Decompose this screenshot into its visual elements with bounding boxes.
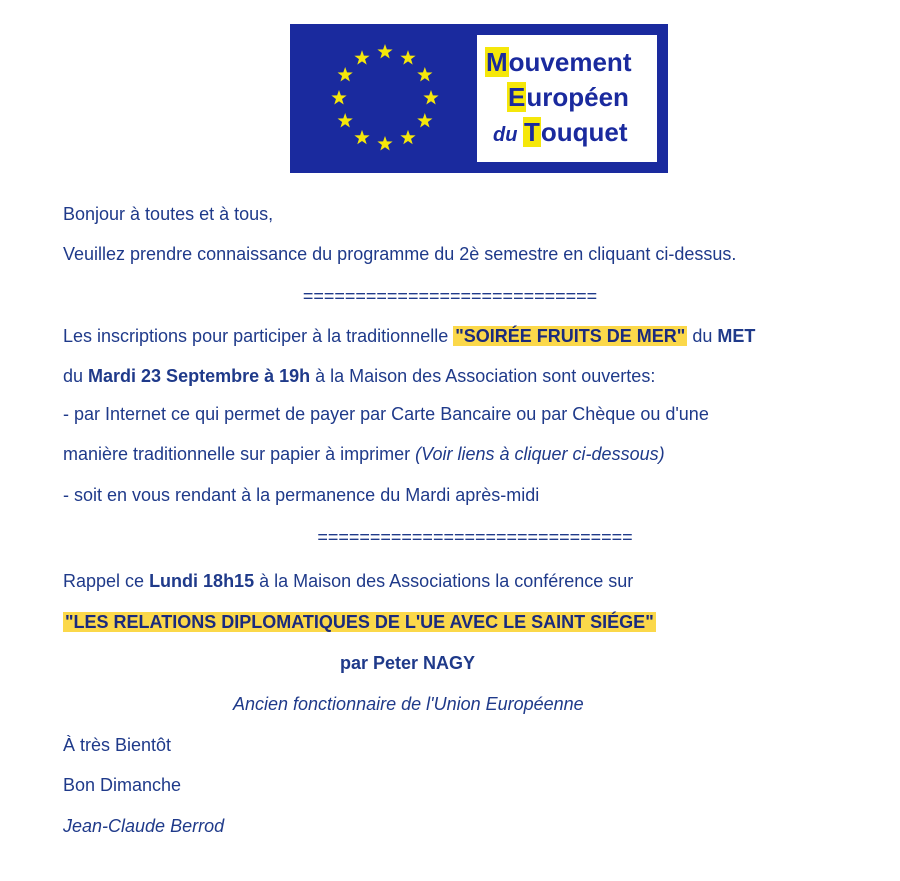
event-highlight: "SOIRÉE FRUITS DE MER" [455, 326, 686, 346]
star-icon [423, 90, 438, 104]
star-icon [354, 130, 369, 144]
eu-flag-icon [300, 35, 470, 162]
paper-line: manière traditionnelle sur papier à imprimer (Voir liens à cliquer ci-dessous) [63, 444, 665, 464]
conference-title: "LES RELATIONS DIPLOMATIQUES DE L'UE AVEC LE SAINT SIÉGE" [65, 612, 654, 632]
star-icon [400, 130, 415, 144]
closing-2: Bon Dimanche [63, 775, 182, 795]
speaker-role: Ancien fonctionnaire de l'Union Européenne [233, 694, 584, 714]
movement-logo [290, 24, 668, 173]
speaker: par Peter NAGY [340, 653, 476, 673]
star-icon [338, 67, 353, 81]
star-icon [331, 90, 346, 104]
office-line: - soit en vous rendant à la permanence du Mardi après-midi [63, 485, 540, 505]
internet-line: - par Internet ce qui permet de payer par Carte Bancaire ou par Chèque ou d'une [63, 404, 709, 424]
star-icon [417, 113, 432, 127]
separator-2: ============================== [317, 527, 633, 547]
inscriptions-line: Les inscriptions pour participer à la traditionnelle "SOIRÉE FRUITS DE MER" du MET [63, 326, 756, 346]
logo-line-3: du Touquet [493, 117, 628, 147]
date-line: du Mardi 23 Septembre à 19h à la Maison des Association sont ouvertes: [63, 366, 656, 386]
star-icon [377, 44, 392, 58]
logo-text [477, 35, 657, 162]
signature: Jean-Claude Berrod [63, 816, 225, 836]
star-icon [338, 113, 353, 127]
star-icon [354, 50, 369, 64]
greeting: Bonjour à toutes et à tous, [63, 204, 274, 224]
star-icon [417, 67, 432, 81]
intro-text: Veuillez prendre connaissance du programme du 2è semestre en cliquant ci-dessus. [63, 244, 737, 264]
separator-1: ============================ [302, 286, 598, 306]
star-icon [377, 136, 392, 150]
logo-line-1: Mouvement [486, 47, 632, 77]
reminder-line: Rappel ce Lundi 18h15 à la Maison des Associations la conférence sur [63, 571, 634, 591]
closing-1: À très Bientôt [63, 735, 172, 755]
star-icon [400, 50, 415, 64]
logo-line-2: Européen [508, 82, 629, 112]
